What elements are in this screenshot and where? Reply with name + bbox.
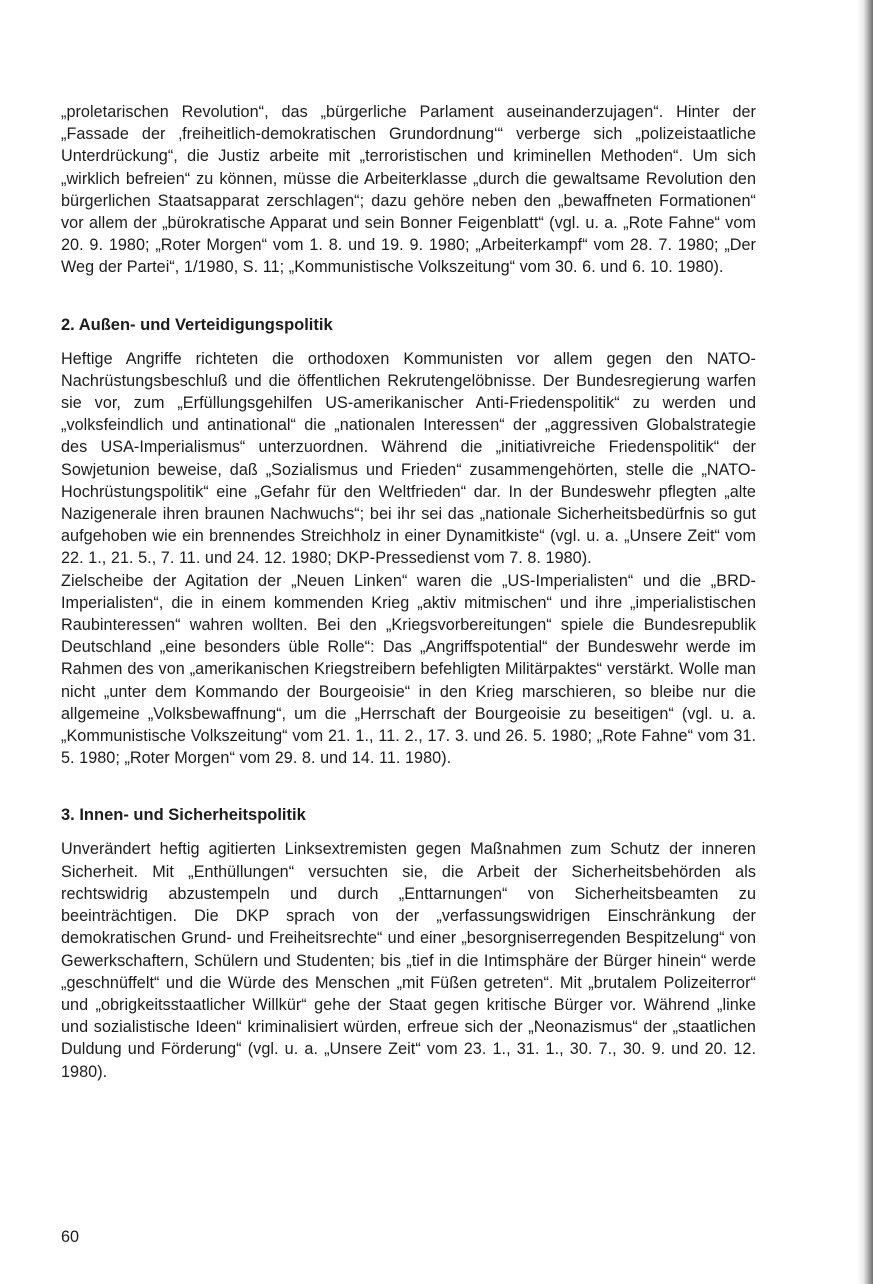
section-3-paragraph-1: Unverändert heftig agitierten Linksextremisten gegen Maßnahmen zum Schutz der inneren Sicherheit. Mit „Enthüllungen“ versuchten sie, die Arbeit der Sicherheitsbehörden als rechtswidrig abzustempeln und durch „Enttarnungen“ von Sicherheitsbeamten zu beeinträchtigen. Die DKP sprach von der „verfassungswidrigen Einschränkung der demokratischen Grund- und Freiheitsrechte“ und einer „besorgniserregenden Bespitzelung“ von Gewerkschaftern, Schülern und Studenten; bis „tief in die Intimsphäre der Bürger hinein“ werde „geschnüffelt“ und die Würde des Menschen „mit Füßen getreten“. Mit „brutalem Polizeiterror“ und „obrigkeitsstaatlicher Willkür“ gehe der Staat gegen kritische Bürger vor. Während „linke und sozialistische Ideen“ kriminalisiert würden, erfreue sich der „Neonazismus“ der „staatlichen Duldung und Förderung“ (vgl. u. a. „Unsere Zeit“ vom 23. 1., 31. 1., 30. 7., 30. 9. und 20. 12. 1980). [61, 840, 756, 1081]
intro-paragraph: „proletarischen Revolution“, das „bürgerliche Parlament auseinanderzujagen“. Hinter der „Fassade der ‚freiheitlich-demokratischen Grundordnung‘“ verberge sich „polizeistaatliche Unterdrückung“, die Justiz arbeite mit „terroristischen und kriminellen Methoden“. Um sich „wirklich befreien“ zu können, müsse die Arbeiterklasse „durch die gewaltsame Revolution den bürgerlichen Staatsapparat zerschlagen“; dazu gehöre neben den „bewaffneten Formationen“ vor allem der „bürokratische Apparat und sein Bonner Feigenblatt“ (vgl. u. a. „Rote Fahne“ vom 20. 9. 1980; „Roter Morgen“ vom 1. 8. und 19. 9. 1980; „Arbeiterkampf“ vom 28. 7. 1980; „Der Weg der Partei“, 1/1980, S. 11; „Kommunistische Volkszeitung“ vom 30. 6. und 6. 10. 1980). [61, 103, 756, 277]
page-content [61, 101, 756, 1083]
section-2-paragraph-1: Heftige Angriffe richteten die orthodoxen Kommunisten vor allem gegen den NATO-Nachrüstungsbeschluß und die öffentlichen Rekrutengelöbnisse. Der Bundesregierung warfen sie vor, zum „Erfüllungsgehilfen US-amerikanischer Anti-Friedenspolitik“ zu werden und „volksfeindlich und antinational“ die „nationalen Interessen“ der „aggressiven Globalstrategie des USA-Imperialismus“ unterzuordnen. Während die „initiativreiche Friedenspolitik“ der Sowjetunion beweise, daß „Sozialismus und Frieden“ zusammengehörten, stelle die „NATO-Hochrüstungspolitik“ eine „Gefahr für den Weltfrieden“ dar. In der Bundeswehr pflegten „alte Nazigenerale ihren braunen Nachwuchs“; bei ihr sei das „nationale Sicherheitsbedürfnis so gut aufgehoben wie ein brennendes Streichholz in einer Dynamitkiste“ (vgl. u. a. „Unsere Zeit“ vom 22. 1., 21. 5., 7. 11. und 24. 12. 1980; DKP-Pressedienst vom 7. 8. 1980). [61, 349, 756, 568]
page-number: 60 [61, 1228, 80, 1246]
section-2-paragraph-2: Zielscheibe der Agitation der „Neuen Linken“ waren die „US-Imperialisten“ und die „BRD-Imperialisten“, die in einem kommenden Krieg „aktiv mitmischen“ und ihre „imperialistischen Raubinteressen“ wahren wollten. Bei den „Kriegsvorbereitungen“ spiele die Bundesrepublik Deutschland „eine besonders üble Rolle“: Das „Angriffspotential“ der Bundeswehr werde im Rahmen des von „amerikanischen Kriegstreibern befehligten Militärpaktes“ verstärkt. Wolle man nicht „unter dem Kommando der Bourgeoisie“ in den Krieg marschieren, so bleibe nur die allgemeine „Volksbewaffnung“, um die „Herrschaft der Bourgeoisie zu beseitigen“ (vgl. u. a. „Kommunistische Volkszeitung“ vom 21. 1., 11. 2., 17. 3. und 26. 5. 1980; „Rote Fahne“ vom 31. 5. 1980; „Roter Morgen“ vom 29. 8. und 14. 11. 1980). [61, 571, 756, 768]
section-heading-foreign-defense-policy: 2. Außen- und Verteidigungspolitik [61, 315, 333, 334]
section-heading-domestic-security-policy: 3. Innen- und Sicherheitspolitik [61, 806, 306, 825]
scan-page-edge [857, 0, 873, 1284]
